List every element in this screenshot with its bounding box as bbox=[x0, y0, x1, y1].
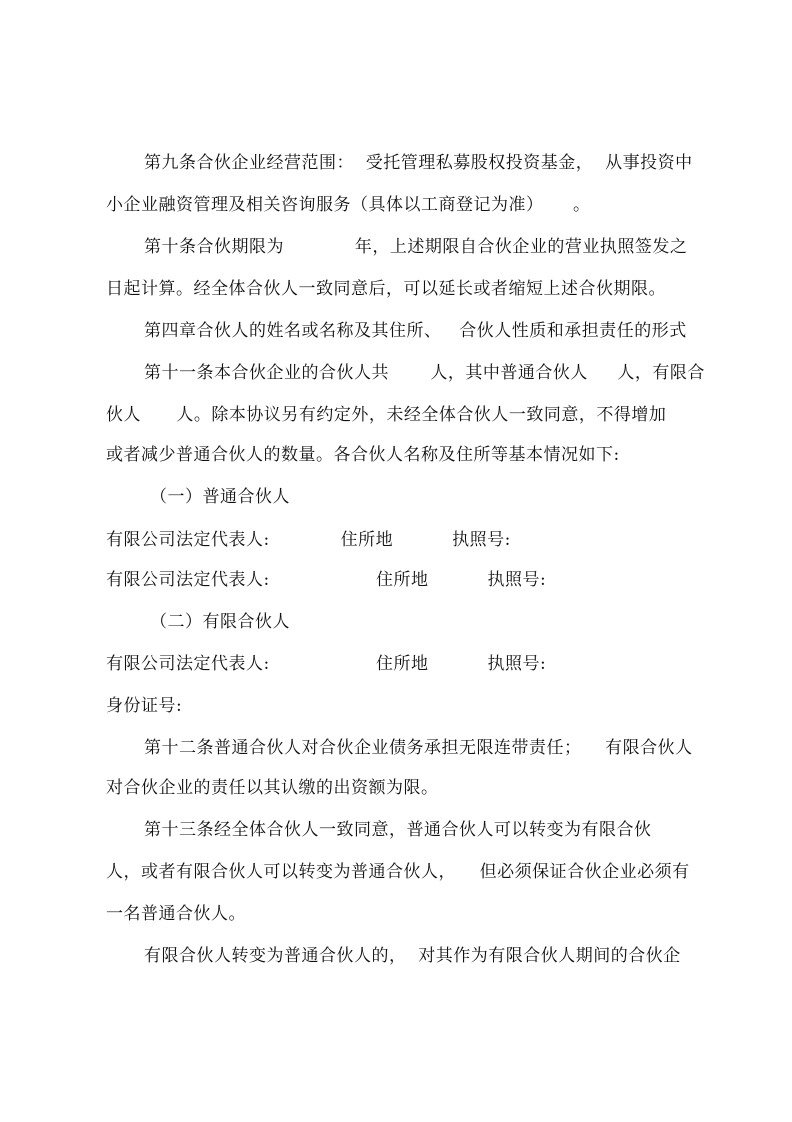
limited-partner-row-1: 有限公司法定代表人: 住所地 执照号: bbox=[106, 654, 547, 674]
article-13-line-3: 一名普通合伙人。 bbox=[106, 904, 246, 924]
article-11-line-2: 伙人 人。除本协议另有约定外，未经全体合伙人一致同意，不得增加 bbox=[106, 405, 667, 425]
chapter-4-heading: 第四章合伙人的姓名或名称及其住所、 合伙人性质和承担责任的形式 bbox=[144, 321, 687, 341]
article-11-line-1: 第十一条本合伙企业的合伙人共 人，其中普通合伙人 人，有限合 bbox=[144, 363, 705, 383]
article-9-line-1: 第九条合伙企业经营范围： 受托管理私募股权投资基金， 从事投资中 bbox=[144, 153, 693, 173]
article-13-line-1: 第十三条经全体合伙人一致同意，普通合伙人可以转变为有限合伙 bbox=[144, 820, 652, 840]
limited-partner-heading: （二）有限合伙人 bbox=[150, 612, 290, 632]
general-partner-row-1: 有限公司法定代表人: 住所地 执照号: bbox=[106, 530, 511, 550]
general-partner-heading: （一）普通合伙人 bbox=[150, 487, 290, 507]
article-10-line-2: 日起计算。经全体合伙人一致同意后，可以延长或者缩短上述合伙期限。 bbox=[106, 279, 666, 299]
article-12-line-1: 第十二条普通合伙人对合伙企业债务承担无限连带责任； 有限合伙人 bbox=[144, 738, 693, 758]
article-9-line-2: 小企业融资管理及相关咨询服务（具体以工商登记为准） 。 bbox=[106, 195, 591, 215]
article-11-line-3: 或者减少普通合伙人的数量。各合伙人名称及住所等基本情况如下: bbox=[106, 445, 620, 465]
general-partner-row-2: 有限公司法定代表人: 住所地 执照号: bbox=[106, 570, 547, 590]
article-13-line-4: 有限合伙人转变为普通合伙人的， 对其作为有限合伙人期间的合伙企 bbox=[144, 946, 681, 966]
id-number-label: 身份证号: bbox=[106, 696, 183, 716]
article-12-line-2: 对合伙企业的责任以其认缴的出资额为限。 bbox=[106, 778, 439, 798]
article-10-line-1: 第十条合伙期限为 年，上述期限自合伙企业的营业执照签发之 bbox=[144, 237, 688, 257]
article-13-line-2: 人，或者有限合伙人可以转变为普通合伙人， 但必须保证合伙企业必须有 bbox=[106, 862, 690, 882]
